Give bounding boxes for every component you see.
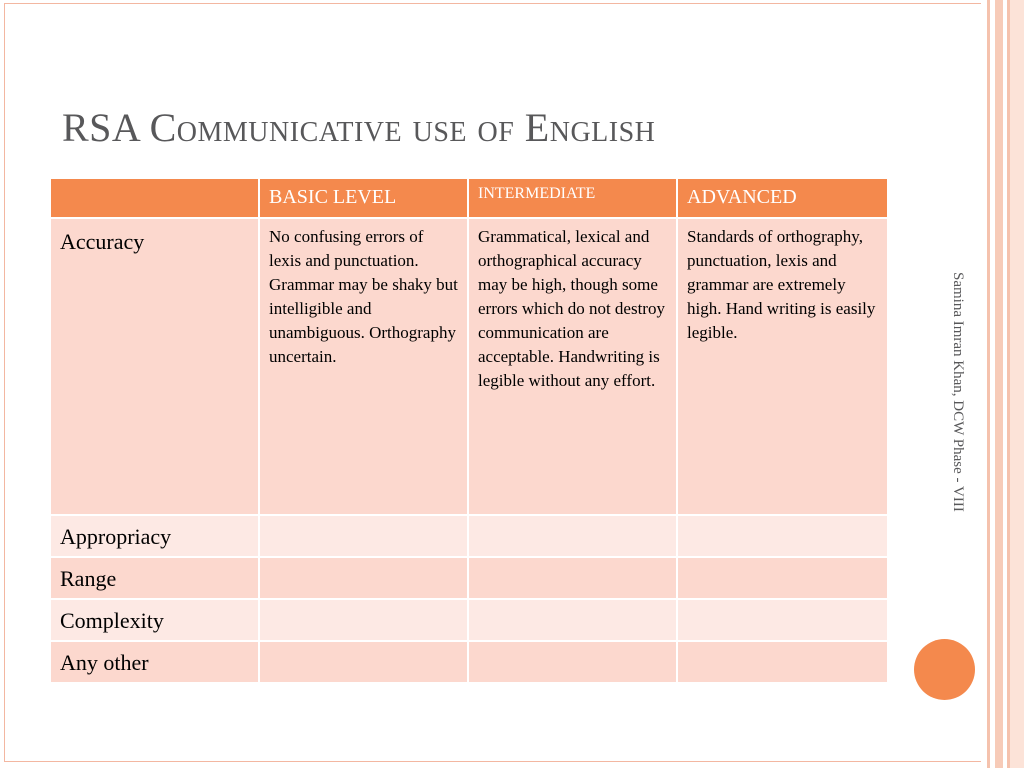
header-empty bbox=[51, 179, 260, 219]
decorative-circle bbox=[914, 639, 975, 700]
row-label: Accuracy bbox=[51, 219, 260, 516]
row-label: Range bbox=[51, 558, 260, 600]
header-advanced: ADVANCED bbox=[678, 179, 887, 219]
table-row bbox=[51, 516, 887, 558]
row-label: Any other bbox=[51, 642, 260, 684]
cell-advanced: Standards of orthography, punctuation, lexis and grammar are extremely high. Hand writing is easily legible. bbox=[678, 219, 887, 516]
row-label: Appropriacy bbox=[51, 516, 260, 558]
decorative-side-stripes bbox=[981, 0, 1024, 768]
cell-intermediate bbox=[469, 558, 678, 600]
cell-basic: No confusing errors of lexis and punctuation. Grammar may be shaky but intelligible and unambiguous. Orthography uncertain. bbox=[260, 219, 469, 516]
cell-intermediate bbox=[469, 600, 678, 642]
cell-basic bbox=[260, 516, 469, 558]
table-row bbox=[51, 219, 887, 516]
rubric-table-container bbox=[51, 179, 887, 684]
rubric-table bbox=[51, 179, 887, 684]
row-label: Complexity bbox=[51, 600, 260, 642]
table-row bbox=[51, 642, 887, 684]
header-intermediate: INTERMEDIATE bbox=[469, 179, 678, 219]
header-basic-level: BASIC LEVEL bbox=[260, 179, 469, 219]
cell-intermediate: Grammatical, lexical and orthographical accuracy may be high, though some errors which do not destroy communication are acceptable. Handwriting is legible without any effort. bbox=[469, 219, 678, 516]
author-side-note: Samina Imran Khan, DCW Phase - VIII bbox=[950, 272, 966, 512]
table-row bbox=[51, 600, 887, 642]
cell-advanced bbox=[678, 600, 887, 642]
cell-intermediate bbox=[469, 642, 678, 684]
cell-advanced bbox=[678, 642, 887, 684]
cell-advanced bbox=[678, 558, 887, 600]
cell-intermediate bbox=[469, 516, 678, 558]
slide-title: RSA Communicative use of English bbox=[62, 105, 656, 150]
table-row bbox=[51, 558, 887, 600]
cell-basic bbox=[260, 642, 469, 684]
cell-basic bbox=[260, 558, 469, 600]
cell-basic bbox=[260, 600, 469, 642]
cell-advanced bbox=[678, 516, 887, 558]
table-header-row bbox=[51, 179, 887, 219]
